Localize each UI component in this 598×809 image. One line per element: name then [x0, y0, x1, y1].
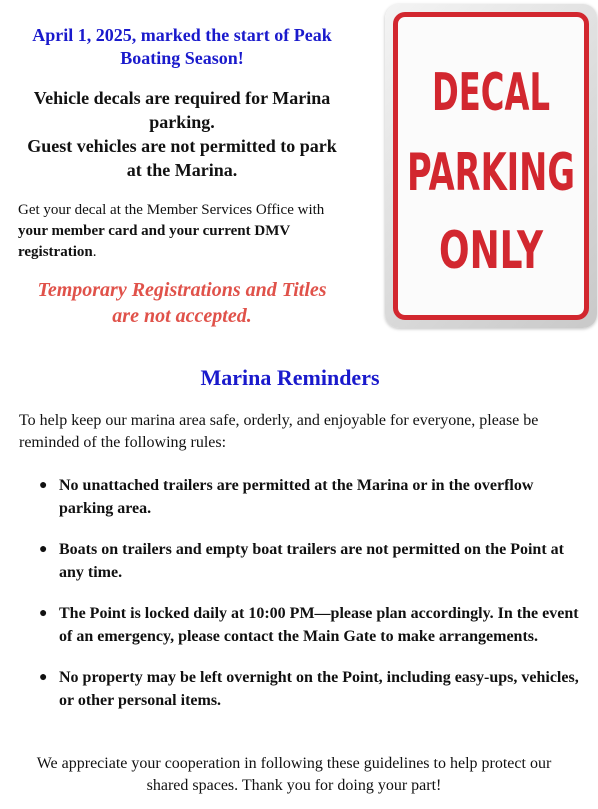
rule-text: The Point is locked daily at 10:00 PM—please plan accordingly. In the event of an emergency, please contact the Main Gate to make arrangements. — [59, 605, 579, 645]
bullet-icon: ● — [39, 542, 48, 557]
rule-text: No unattached trailers are permitted at the Marina or in the overflow parking area. — [59, 477, 534, 517]
sign-text-parking: PARKING — [407, 143, 575, 203]
office-info — [18, 200, 346, 263]
list-item — [19, 602, 589, 648]
list-item — [19, 538, 589, 584]
list-item — [19, 666, 589, 712]
office-info-prefix: Get your decal at the Member Services Office with — [18, 202, 325, 218]
reminders-intro: To help keep our marina area safe, orderly, and enjoyable for everyone, please be reminded of the following rules: — [19, 412, 539, 451]
bullet-icon: ● — [39, 606, 48, 621]
season-notice: April 1, 2025, marked the start of Peak Boating Season! — [32, 25, 332, 68]
closing-message: We appreciate your cooperation in following these guidelines to help protect our shared spaces. Thank you for doing your part! — [36, 755, 552, 794]
sign-text-decal: DECAL — [432, 63, 550, 123]
reminders-list — [19, 474, 589, 730]
decal-requirement — [18, 86, 346, 182]
list-item — [19, 474, 589, 520]
decal-parking-sign-image — [385, 4, 597, 328]
temporary-notice-line2: are not accepted. — [112, 305, 252, 327]
sign-text-only: ONLY — [439, 221, 544, 281]
office-info-bold: your member card and your current DMV registration — [18, 223, 290, 260]
decal-requirement-line1: Vehicle decals are required for Marina parking. — [33, 88, 331, 132]
decal-info-column — [18, 24, 346, 329]
rule-text: Boats on trailers and empty boat trailers are not permitted on the Point at any time. — [59, 541, 564, 581]
decal-requirement-line2: Guest vehicles are not permitted to park at the Marina. — [27, 136, 337, 180]
decal-announcement-section — [0, 0, 598, 345]
bullet-icon: ● — [39, 670, 48, 685]
temporary-registration-notice — [18, 277, 346, 329]
rule-text: No property may be left overnight on the Point, including easy-ups, vehicles, or other personal items. — [59, 669, 579, 709]
sign-lettering — [385, 4, 597, 328]
office-info-suffix: . — [92, 244, 97, 260]
bullet-icon: ● — [39, 478, 48, 493]
marina-reminders-heading: Marina Reminders — [200, 365, 380, 390]
temporary-notice-line1: Temporary Registrations and Titles — [37, 279, 327, 301]
